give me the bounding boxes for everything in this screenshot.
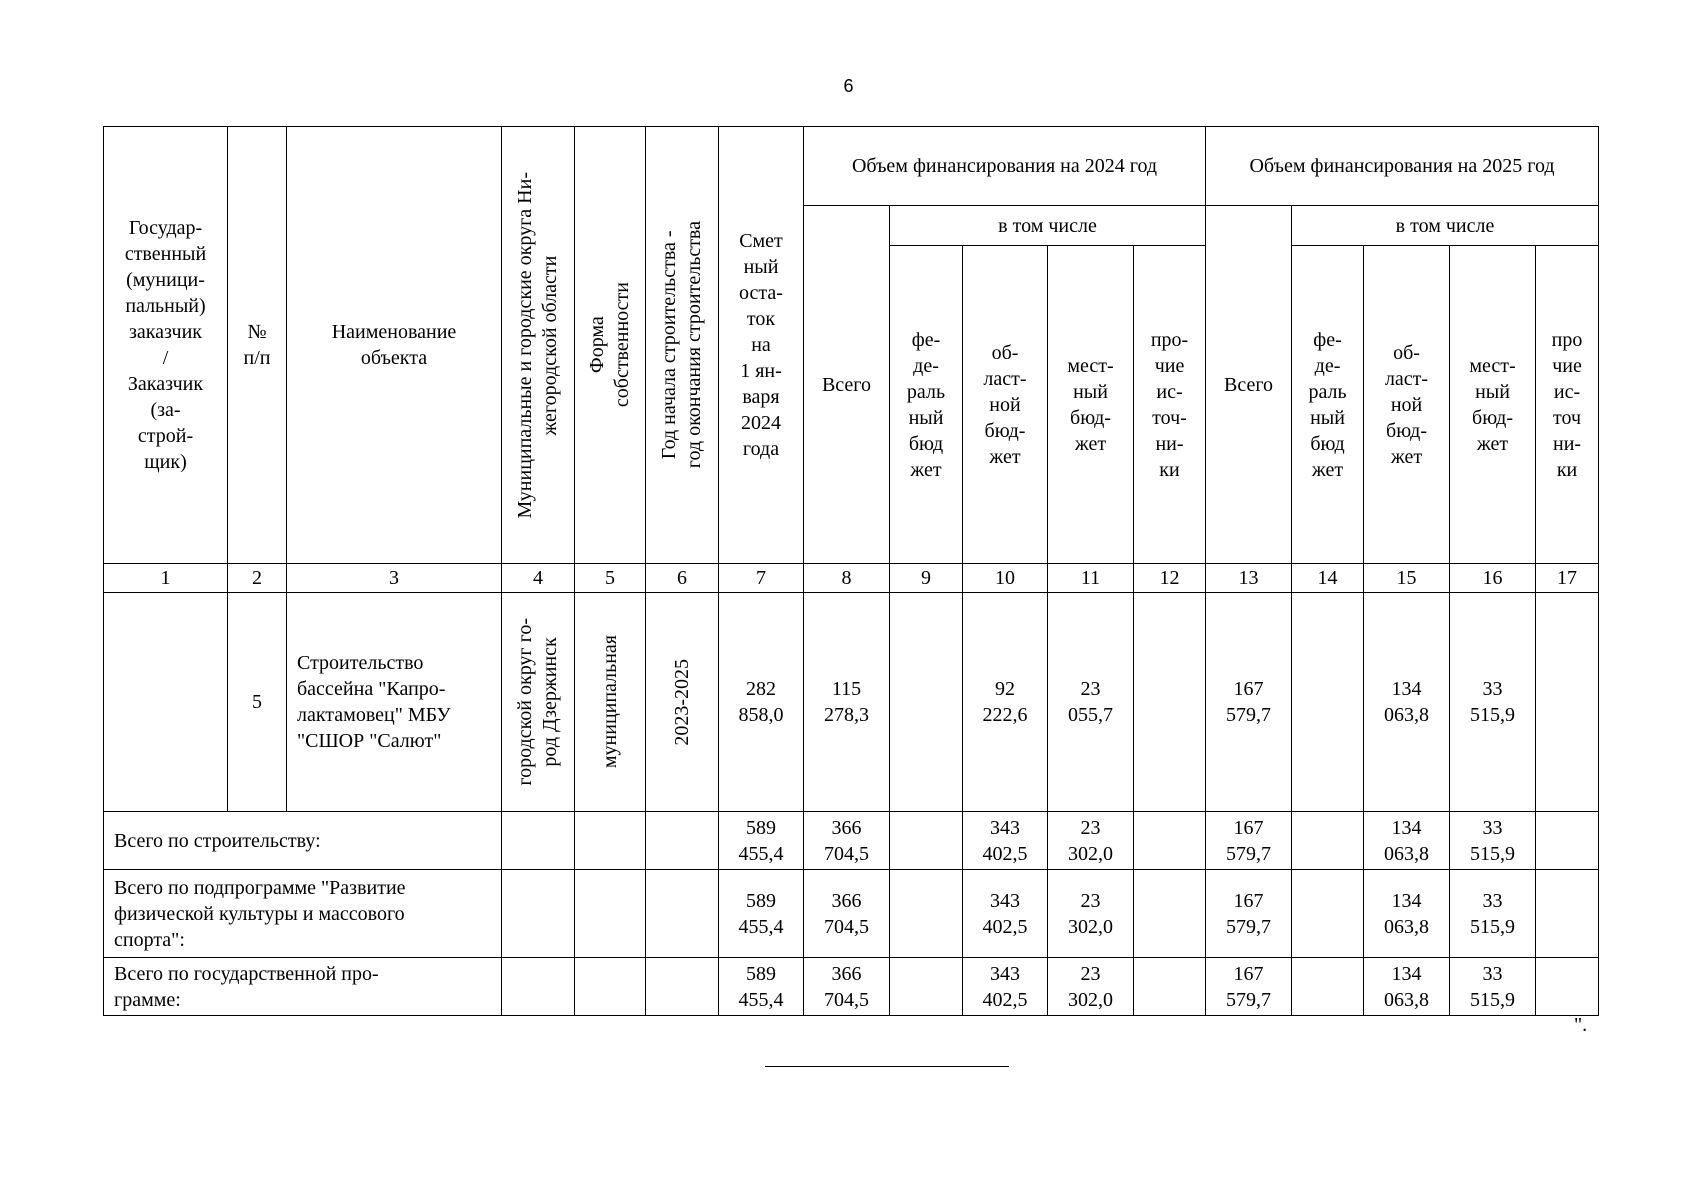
summary-empty-cell: [575, 870, 646, 958]
closing-quote-mark: ".: [1574, 1014, 1588, 1036]
summary-total-2025: 167 579,7: [1206, 812, 1292, 870]
summary-local-2025: 33 515,9: [1450, 958, 1536, 1016]
page-number: 6: [843, 76, 854, 96]
summary-other-2025: [1536, 812, 1599, 870]
summary-total-2024: 366 704,5: [804, 958, 890, 1016]
summary-regional-2024: 343 402,5: [963, 958, 1048, 1016]
summary-local-2024: 23 302,0: [1048, 870, 1134, 958]
header-municipality: Муниципальные и городские округа Ни- жегородской области: [502, 127, 575, 564]
summary-label: Всего по строительству:: [104, 812, 502, 870]
header-federal-2024: фе- де- раль ный бюд жет: [890, 246, 963, 564]
header-federal-2025: фе- де- раль ный бюд жет: [1292, 246, 1364, 564]
object-total-2024: 115 278,3: [804, 593, 890, 812]
header-local-2025: мест- ный бюд- жет: [1450, 246, 1536, 564]
summary-other-2024: [1134, 812, 1206, 870]
column-number: 5: [575, 564, 646, 593]
object-federal-2025: [1292, 593, 1364, 812]
object-row-no: 5: [228, 593, 287, 812]
column-number: 17: [1536, 564, 1599, 593]
column-number: 10: [963, 564, 1048, 593]
header-estimated-balance: Смет ный оста- ток на 1 ян- варя 2024 года: [719, 127, 804, 564]
object-other-2024: [1134, 593, 1206, 812]
header-including-2025: в том числе: [1292, 206, 1599, 246]
header-row-no: № п/п: [228, 127, 287, 564]
summary-other-2025: [1536, 958, 1599, 1016]
summary-empty-cell: [575, 958, 646, 1016]
header-years: Год начала строительства - год окончания строительства: [646, 127, 719, 564]
object-other-2025: [1536, 593, 1599, 812]
summary-total-2025: 167 579,7: [1206, 958, 1292, 1016]
column-number: 8: [804, 564, 890, 593]
column-number: 7: [719, 564, 804, 593]
header-customer: Государ- ственный (муници- пальный) заказчик / Заказчик (за- строй- щик): [104, 127, 228, 564]
summary-local-2025: 33 515,9: [1450, 812, 1536, 870]
object-regional-2024: 92 222,6: [963, 593, 1048, 812]
summary-total-2025: 167 579,7: [1206, 870, 1292, 958]
summary-federal-2025: [1292, 958, 1364, 1016]
summary-empty-cell: [502, 870, 575, 958]
object-estimated-balance: 282 858,0: [719, 593, 804, 812]
summary-local-2024: 23 302,0: [1048, 812, 1134, 870]
summary-row-state-program: [104, 958, 1599, 1016]
summary-empty-cell: [646, 812, 719, 870]
summary-regional-2025: 134 063,8: [1364, 958, 1450, 1016]
column-number: 3: [287, 564, 502, 593]
header-funding-2025: Объем финансирования на 2025 год: [1206, 127, 1599, 206]
column-number: 2: [228, 564, 287, 593]
object-municipality: городской округ го- род Дзержинск: [502, 593, 575, 812]
summary-label: Всего по подпрограмме "Развитие физической культуры и массового спорта":: [104, 870, 502, 958]
header-other-2024: про- чие ис- точ- ни- ки: [1134, 246, 1206, 564]
column-number: 9: [890, 564, 963, 593]
summary-empty-cell: [646, 958, 719, 1016]
summary-estimated-balance: 589 455,4: [719, 812, 804, 870]
summary-local-2024: 23 302,0: [1048, 958, 1134, 1016]
header-ownership: Форма собственности: [575, 127, 646, 564]
header-total-2024: Всего: [804, 206, 890, 564]
summary-federal-2024: [890, 870, 963, 958]
summary-other-2025: [1536, 870, 1599, 958]
column-number: 12: [1134, 564, 1206, 593]
summary-empty-cell: [502, 958, 575, 1016]
column-number: 14: [1292, 564, 1364, 593]
summary-total-2024: 366 704,5: [804, 812, 890, 870]
column-number-row: [104, 564, 1599, 593]
summary-federal-2024: [890, 812, 963, 870]
summary-other-2024: [1134, 958, 1206, 1016]
column-number: 13: [1206, 564, 1292, 593]
object-row: [104, 593, 1599, 812]
header-regional-2025: об- ласт- ной бюд- жет: [1364, 246, 1450, 564]
column-number: 6: [646, 564, 719, 593]
summary-federal-2025: [1292, 870, 1364, 958]
summary-estimated-balance: 589 455,4: [719, 870, 804, 958]
column-number: 11: [1048, 564, 1134, 593]
object-local-2025: 33 515,9: [1450, 593, 1536, 812]
header-funding-2024: Объем финансирования на 2024 год: [804, 127, 1206, 206]
summary-regional-2025: 134 063,8: [1364, 870, 1450, 958]
summary-regional-2024: 343 402,5: [963, 870, 1048, 958]
object-federal-2024: [890, 593, 963, 812]
header-regional-2024: об- ласт- ной бюд- жет: [963, 246, 1048, 564]
summary-federal-2024: [890, 958, 963, 1016]
header-other-2025: про чие ис- точ ни- ки: [1536, 246, 1599, 564]
header-including-2024: в том числе: [890, 206, 1206, 246]
construction-funding-table: [103, 126, 1599, 1016]
object-years: 2023-2025: [646, 593, 719, 812]
summary-federal-2025: [1292, 812, 1364, 870]
column-number: 15: [1364, 564, 1450, 593]
summary-other-2024: [1134, 870, 1206, 958]
object-total-2025: 167 579,7: [1206, 593, 1292, 812]
summary-total-2024: 366 704,5: [804, 870, 890, 958]
summary-regional-2024: 343 402,5: [963, 812, 1048, 870]
summary-row-subprogram: [104, 870, 1599, 958]
summary-regional-2025: 134 063,8: [1364, 812, 1450, 870]
summary-empty-cell: [646, 870, 719, 958]
summary-local-2025: 33 515,9: [1450, 870, 1536, 958]
object-name: Строительство бассейна "Капро- лактамовец" МБУ "СШОР "Салют": [287, 593, 502, 812]
header-local-2024: мест- ный бюд- жет: [1048, 246, 1134, 564]
object-customer: [104, 593, 228, 812]
summary-label: Всего по государственной про- грамме:: [104, 958, 502, 1016]
column-number: 1: [104, 564, 228, 593]
separator-line: [765, 1066, 1009, 1067]
column-number: 4: [502, 564, 575, 593]
summary-row-construction: [104, 812, 1599, 870]
object-regional-2025: 134 063,8: [1364, 593, 1450, 812]
summary-empty-cell: [575, 812, 646, 870]
object-ownership: муниципальная: [575, 593, 646, 812]
object-local-2024: 23 055,7: [1048, 593, 1134, 812]
summary-empty-cell: [502, 812, 575, 870]
summary-estimated-balance: 589 455,4: [719, 958, 804, 1016]
header-row-top: [104, 127, 1599, 206]
header-object-name: Наименование объекта: [287, 127, 502, 564]
header-total-2025: Всего: [1206, 206, 1292, 564]
column-number: 16: [1450, 564, 1536, 593]
